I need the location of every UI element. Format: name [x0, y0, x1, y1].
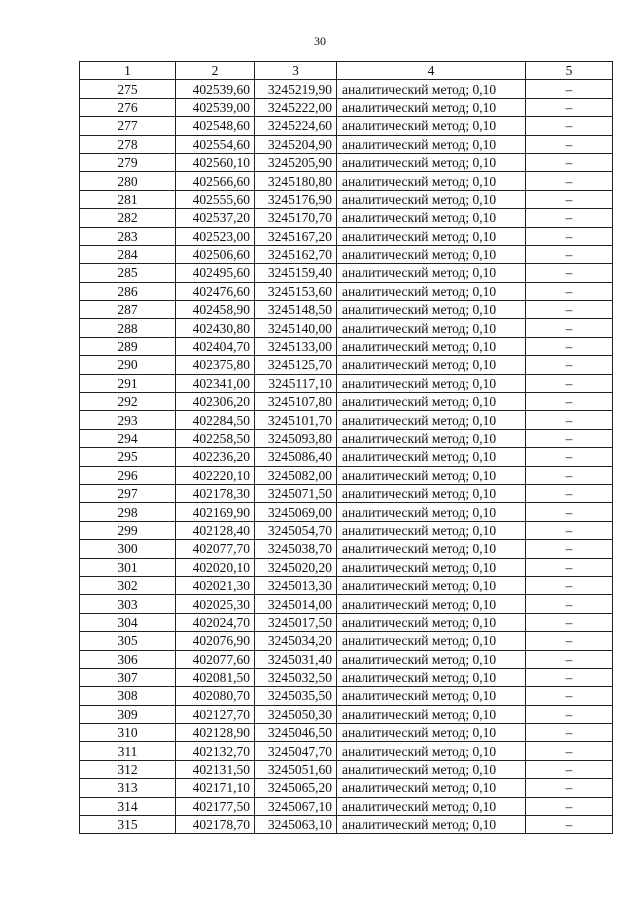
- description-cell: –: [526, 540, 613, 558]
- method-accuracy-cell: аналитический метод; 0,10: [337, 705, 526, 723]
- description-cell: –: [526, 816, 613, 834]
- x-coordinate-cell: 402128,90: [176, 724, 255, 742]
- table-row: [80, 521, 613, 539]
- table-row: [80, 411, 613, 429]
- method-accuracy-cell: аналитический метод; 0,10: [337, 484, 526, 502]
- header-col-1: 1: [80, 62, 176, 80]
- point-number-cell: 286: [80, 282, 176, 300]
- table-row: [80, 98, 613, 116]
- point-number-cell: 296: [80, 466, 176, 484]
- method-accuracy-cell: аналитический метод; 0,10: [337, 227, 526, 245]
- point-number-cell: 280: [80, 172, 176, 190]
- method-accuracy-cell: аналитический метод; 0,10: [337, 668, 526, 686]
- point-number-cell: 303: [80, 595, 176, 613]
- table-row: [80, 429, 613, 447]
- x-coordinate-cell: 402128,40: [176, 521, 255, 539]
- table-row: [80, 282, 613, 300]
- table-row: [80, 484, 613, 502]
- table-row: [80, 374, 613, 392]
- y-coordinate-cell: 3245013,30: [255, 576, 337, 594]
- y-coordinate-cell: 3245046,50: [255, 724, 337, 742]
- method-accuracy-cell: аналитический метод; 0,10: [337, 650, 526, 668]
- table-row: [80, 503, 613, 521]
- method-accuracy-cell: аналитический метод; 0,10: [337, 374, 526, 392]
- x-coordinate-cell: 402020,10: [176, 558, 255, 576]
- point-number-cell: 302: [80, 576, 176, 594]
- point-number-cell: 287: [80, 301, 176, 319]
- y-coordinate-cell: 3245167,20: [255, 227, 337, 245]
- method-accuracy-cell: аналитический метод; 0,10: [337, 282, 526, 300]
- table-row: [80, 190, 613, 208]
- description-cell: –: [526, 282, 613, 300]
- point-number-cell: 301: [80, 558, 176, 576]
- y-coordinate-cell: 3245107,80: [255, 393, 337, 411]
- y-coordinate-cell: 3245051,60: [255, 760, 337, 778]
- x-coordinate-cell: 402306,20: [176, 393, 255, 411]
- y-coordinate-cell: 3245093,80: [255, 429, 337, 447]
- point-number-cell: 291: [80, 374, 176, 392]
- description-cell: –: [526, 521, 613, 539]
- method-accuracy-cell: аналитический метод; 0,10: [337, 724, 526, 742]
- x-coordinate-cell: 402021,30: [176, 576, 255, 594]
- table-row: [80, 742, 613, 760]
- x-coordinate-cell: 402537,20: [176, 209, 255, 227]
- y-coordinate-cell: 3245180,80: [255, 172, 337, 190]
- table-row: [80, 687, 613, 705]
- description-cell: –: [526, 356, 613, 374]
- header-col-5: 5: [526, 62, 613, 80]
- point-number-cell: 308: [80, 687, 176, 705]
- y-coordinate-cell: 3245038,70: [255, 540, 337, 558]
- table-row: [80, 613, 613, 631]
- table-row: [80, 319, 613, 337]
- description-cell: –: [526, 411, 613, 429]
- table-row: [80, 816, 613, 834]
- point-number-cell: 290: [80, 356, 176, 374]
- y-coordinate-cell: 3245170,70: [255, 209, 337, 227]
- x-coordinate-cell: 402566,60: [176, 172, 255, 190]
- x-coordinate-cell: 402025,30: [176, 595, 255, 613]
- table-row: [80, 558, 613, 576]
- table-row: [80, 779, 613, 797]
- method-accuracy-cell: аналитический метод; 0,10: [337, 797, 526, 815]
- x-coordinate-cell: 402127,70: [176, 705, 255, 723]
- y-coordinate-cell: 3245205,90: [255, 153, 337, 171]
- point-number-cell: 281: [80, 190, 176, 208]
- point-number-cell: 285: [80, 264, 176, 282]
- method-accuracy-cell: аналитический метод; 0,10: [337, 356, 526, 374]
- x-coordinate-cell: 402341,00: [176, 374, 255, 392]
- header-col-3: 3: [255, 62, 337, 80]
- description-cell: –: [526, 429, 613, 447]
- description-cell: –: [526, 595, 613, 613]
- point-number-cell: 294: [80, 429, 176, 447]
- y-coordinate-cell: 3245082,00: [255, 466, 337, 484]
- table-row: [80, 797, 613, 815]
- description-cell: –: [526, 227, 613, 245]
- table-body: [80, 80, 613, 834]
- description-cell: –: [526, 209, 613, 227]
- y-coordinate-cell: 3245067,10: [255, 797, 337, 815]
- method-accuracy-cell: аналитический метод; 0,10: [337, 540, 526, 558]
- x-coordinate-cell: 402080,70: [176, 687, 255, 705]
- method-accuracy-cell: аналитический метод; 0,10: [337, 576, 526, 594]
- description-cell: –: [526, 760, 613, 778]
- method-accuracy-cell: аналитический метод; 0,10: [337, 172, 526, 190]
- table-row: [80, 209, 613, 227]
- x-coordinate-cell: 402523,00: [176, 227, 255, 245]
- point-number-cell: 292: [80, 393, 176, 411]
- x-coordinate-cell: 402560,10: [176, 153, 255, 171]
- description-cell: –: [526, 724, 613, 742]
- description-cell: –: [526, 705, 613, 723]
- description-cell: –: [526, 484, 613, 502]
- description-cell: –: [526, 153, 613, 171]
- method-accuracy-cell: аналитический метод; 0,10: [337, 411, 526, 429]
- point-number-cell: 304: [80, 613, 176, 631]
- table-row: [80, 650, 613, 668]
- table-row: [80, 245, 613, 263]
- method-accuracy-cell: аналитический метод; 0,10: [337, 558, 526, 576]
- table-row: [80, 356, 613, 374]
- point-number-cell: 311: [80, 742, 176, 760]
- point-number-cell: 305: [80, 632, 176, 650]
- description-cell: –: [526, 613, 613, 631]
- y-coordinate-cell: 3245153,60: [255, 282, 337, 300]
- method-accuracy-cell: аналитический метод; 0,10: [337, 209, 526, 227]
- point-number-cell: 310: [80, 724, 176, 742]
- method-accuracy-cell: аналитический метод; 0,10: [337, 153, 526, 171]
- point-number-cell: 293: [80, 411, 176, 429]
- y-coordinate-cell: 3245224,60: [255, 117, 337, 135]
- table-row: [80, 117, 613, 135]
- description-cell: –: [526, 632, 613, 650]
- point-number-cell: 277: [80, 117, 176, 135]
- y-coordinate-cell: 3245148,50: [255, 301, 337, 319]
- description-cell: –: [526, 687, 613, 705]
- x-coordinate-cell: 402495,60: [176, 264, 255, 282]
- description-cell: –: [526, 779, 613, 797]
- table-row: [80, 576, 613, 594]
- y-coordinate-cell: 3245162,70: [255, 245, 337, 263]
- point-number-cell: 312: [80, 760, 176, 778]
- description-cell: –: [526, 576, 613, 594]
- y-coordinate-cell: 3245140,00: [255, 319, 337, 337]
- point-number-cell: 275: [80, 80, 176, 98]
- x-coordinate-cell: 402458,90: [176, 301, 255, 319]
- y-coordinate-cell: 3245065,20: [255, 779, 337, 797]
- method-accuracy-cell: аналитический метод; 0,10: [337, 429, 526, 447]
- x-coordinate-cell: 402177,50: [176, 797, 255, 815]
- y-coordinate-cell: 3245020,20: [255, 558, 337, 576]
- table-row: [80, 227, 613, 245]
- y-coordinate-cell: 3245032,50: [255, 668, 337, 686]
- table-row: [80, 264, 613, 282]
- x-coordinate-cell: 402554,60: [176, 135, 255, 153]
- x-coordinate-cell: 402178,70: [176, 816, 255, 834]
- description-cell: –: [526, 448, 613, 466]
- point-number-cell: 298: [80, 503, 176, 521]
- method-accuracy-cell: аналитический метод; 0,10: [337, 595, 526, 613]
- x-coordinate-cell: 402132,70: [176, 742, 255, 760]
- method-accuracy-cell: аналитический метод; 0,10: [337, 117, 526, 135]
- description-cell: –: [526, 172, 613, 190]
- table-row: [80, 668, 613, 686]
- x-coordinate-cell: 402555,60: [176, 190, 255, 208]
- method-accuracy-cell: аналитический метод; 0,10: [337, 301, 526, 319]
- point-number-cell: 309: [80, 705, 176, 723]
- method-accuracy-cell: аналитический метод; 0,10: [337, 135, 526, 153]
- x-coordinate-cell: 402539,60: [176, 80, 255, 98]
- description-cell: –: [526, 374, 613, 392]
- point-number-cell: 276: [80, 98, 176, 116]
- y-coordinate-cell: 3245125,70: [255, 356, 337, 374]
- method-accuracy-cell: аналитический метод; 0,10: [337, 742, 526, 760]
- x-coordinate-cell: 402284,50: [176, 411, 255, 429]
- method-accuracy-cell: аналитический метод; 0,10: [337, 319, 526, 337]
- description-cell: –: [526, 650, 613, 668]
- method-accuracy-cell: аналитический метод; 0,10: [337, 687, 526, 705]
- description-cell: –: [526, 245, 613, 263]
- x-coordinate-cell: 402131,50: [176, 760, 255, 778]
- method-accuracy-cell: аналитический метод; 0,10: [337, 98, 526, 116]
- x-coordinate-cell: 402081,50: [176, 668, 255, 686]
- method-accuracy-cell: аналитический метод; 0,10: [337, 632, 526, 650]
- table-row: [80, 724, 613, 742]
- x-coordinate-cell: 402076,90: [176, 632, 255, 650]
- table-row: [80, 135, 613, 153]
- y-coordinate-cell: 3245176,90: [255, 190, 337, 208]
- point-number-cell: 284: [80, 245, 176, 263]
- method-accuracy-cell: аналитический метод; 0,10: [337, 760, 526, 778]
- point-number-cell: 299: [80, 521, 176, 539]
- point-number-cell: 314: [80, 797, 176, 815]
- method-accuracy-cell: аналитический метод; 0,10: [337, 613, 526, 631]
- y-coordinate-cell: 3245035,50: [255, 687, 337, 705]
- header-col-2: 2: [176, 62, 255, 80]
- x-coordinate-cell: 402539,00: [176, 98, 255, 116]
- x-coordinate-cell: 402236,20: [176, 448, 255, 466]
- y-coordinate-cell: 3245047,70: [255, 742, 337, 760]
- y-coordinate-cell: 3245133,00: [255, 337, 337, 355]
- point-number-cell: 313: [80, 779, 176, 797]
- y-coordinate-cell: 3245101,70: [255, 411, 337, 429]
- method-accuracy-cell: аналитический метод; 0,10: [337, 393, 526, 411]
- point-number-cell: 288: [80, 319, 176, 337]
- point-number-cell: 278: [80, 135, 176, 153]
- table-row: [80, 466, 613, 484]
- description-cell: –: [526, 797, 613, 815]
- method-accuracy-cell: аналитический метод; 0,10: [337, 521, 526, 539]
- x-coordinate-cell: 402024,70: [176, 613, 255, 631]
- y-coordinate-cell: 3245159,40: [255, 264, 337, 282]
- y-coordinate-cell: 3245222,00: [255, 98, 337, 116]
- table-row: [80, 705, 613, 723]
- description-cell: –: [526, 190, 613, 208]
- x-coordinate-cell: 402171,10: [176, 779, 255, 797]
- x-coordinate-cell: 402506,60: [176, 245, 255, 263]
- table-row: [80, 393, 613, 411]
- method-accuracy-cell: аналитический метод; 0,10: [337, 337, 526, 355]
- y-coordinate-cell: 3245117,10: [255, 374, 337, 392]
- x-coordinate-cell: 402077,70: [176, 540, 255, 558]
- point-number-cell: 307: [80, 668, 176, 686]
- y-coordinate-cell: 3245031,40: [255, 650, 337, 668]
- y-coordinate-cell: 3245054,70: [255, 521, 337, 539]
- description-cell: –: [526, 98, 613, 116]
- point-number-cell: 306: [80, 650, 176, 668]
- description-cell: –: [526, 80, 613, 98]
- table-row: [80, 540, 613, 558]
- table-row: [80, 760, 613, 778]
- y-coordinate-cell: 3245017,50: [255, 613, 337, 631]
- description-cell: –: [526, 503, 613, 521]
- x-coordinate-cell: 402404,70: [176, 337, 255, 355]
- description-cell: –: [526, 264, 613, 282]
- x-coordinate-cell: 402220,10: [176, 466, 255, 484]
- description-cell: –: [526, 393, 613, 411]
- description-cell: –: [526, 301, 613, 319]
- method-accuracy-cell: аналитический метод; 0,10: [337, 264, 526, 282]
- y-coordinate-cell: 3245050,30: [255, 705, 337, 723]
- point-number-cell: 297: [80, 484, 176, 502]
- y-coordinate-cell: 3245063,10: [255, 816, 337, 834]
- method-accuracy-cell: аналитический метод; 0,10: [337, 503, 526, 521]
- method-accuracy-cell: аналитический метод; 0,10: [337, 779, 526, 797]
- method-accuracy-cell: аналитический метод; 0,10: [337, 245, 526, 263]
- method-accuracy-cell: аналитический метод; 0,10: [337, 190, 526, 208]
- description-cell: –: [526, 742, 613, 760]
- x-coordinate-cell: 402476,60: [176, 282, 255, 300]
- description-cell: –: [526, 466, 613, 484]
- method-accuracy-cell: аналитический метод; 0,10: [337, 816, 526, 834]
- y-coordinate-cell: 3245071,50: [255, 484, 337, 502]
- table-row: [80, 632, 613, 650]
- point-number-cell: 295: [80, 448, 176, 466]
- y-coordinate-cell: 3245219,90: [255, 80, 337, 98]
- description-cell: –: [526, 319, 613, 337]
- header-row: [80, 62, 613, 80]
- x-coordinate-cell: 402077,60: [176, 650, 255, 668]
- point-number-cell: 279: [80, 153, 176, 171]
- point-number-cell: 300: [80, 540, 176, 558]
- description-cell: –: [526, 117, 613, 135]
- coordinates-table: [79, 61, 613, 834]
- description-cell: –: [526, 558, 613, 576]
- x-coordinate-cell: 402178,30: [176, 484, 255, 502]
- table-row: [80, 337, 613, 355]
- table-row: [80, 172, 613, 190]
- table-row: [80, 80, 613, 98]
- table-row: [80, 301, 613, 319]
- point-number-cell: 283: [80, 227, 176, 245]
- x-coordinate-cell: 402548,60: [176, 117, 255, 135]
- y-coordinate-cell: 3245204,90: [255, 135, 337, 153]
- y-coordinate-cell: 3245086,40: [255, 448, 337, 466]
- description-cell: –: [526, 135, 613, 153]
- method-accuracy-cell: аналитический метод; 0,10: [337, 448, 526, 466]
- y-coordinate-cell: 3245014,00: [255, 595, 337, 613]
- x-coordinate-cell: 402375,80: [176, 356, 255, 374]
- x-coordinate-cell: 402258,50: [176, 429, 255, 447]
- description-cell: –: [526, 337, 613, 355]
- method-accuracy-cell: аналитический метод; 0,10: [337, 80, 526, 98]
- table-row: [80, 595, 613, 613]
- table-row: [80, 153, 613, 171]
- point-number-cell: 289: [80, 337, 176, 355]
- x-coordinate-cell: 402430,80: [176, 319, 255, 337]
- point-number-cell: 282: [80, 209, 176, 227]
- method-accuracy-cell: аналитический метод; 0,10: [337, 466, 526, 484]
- description-cell: –: [526, 668, 613, 686]
- page-number: 30: [314, 34, 326, 48]
- y-coordinate-cell: 3245034,20: [255, 632, 337, 650]
- x-coordinate-cell: 402169,90: [176, 503, 255, 521]
- table-row: [80, 448, 613, 466]
- y-coordinate-cell: 3245069,00: [255, 503, 337, 521]
- table-header: [80, 62, 613, 80]
- header-col-4: 4: [337, 62, 526, 80]
- point-number-cell: 315: [80, 816, 176, 834]
